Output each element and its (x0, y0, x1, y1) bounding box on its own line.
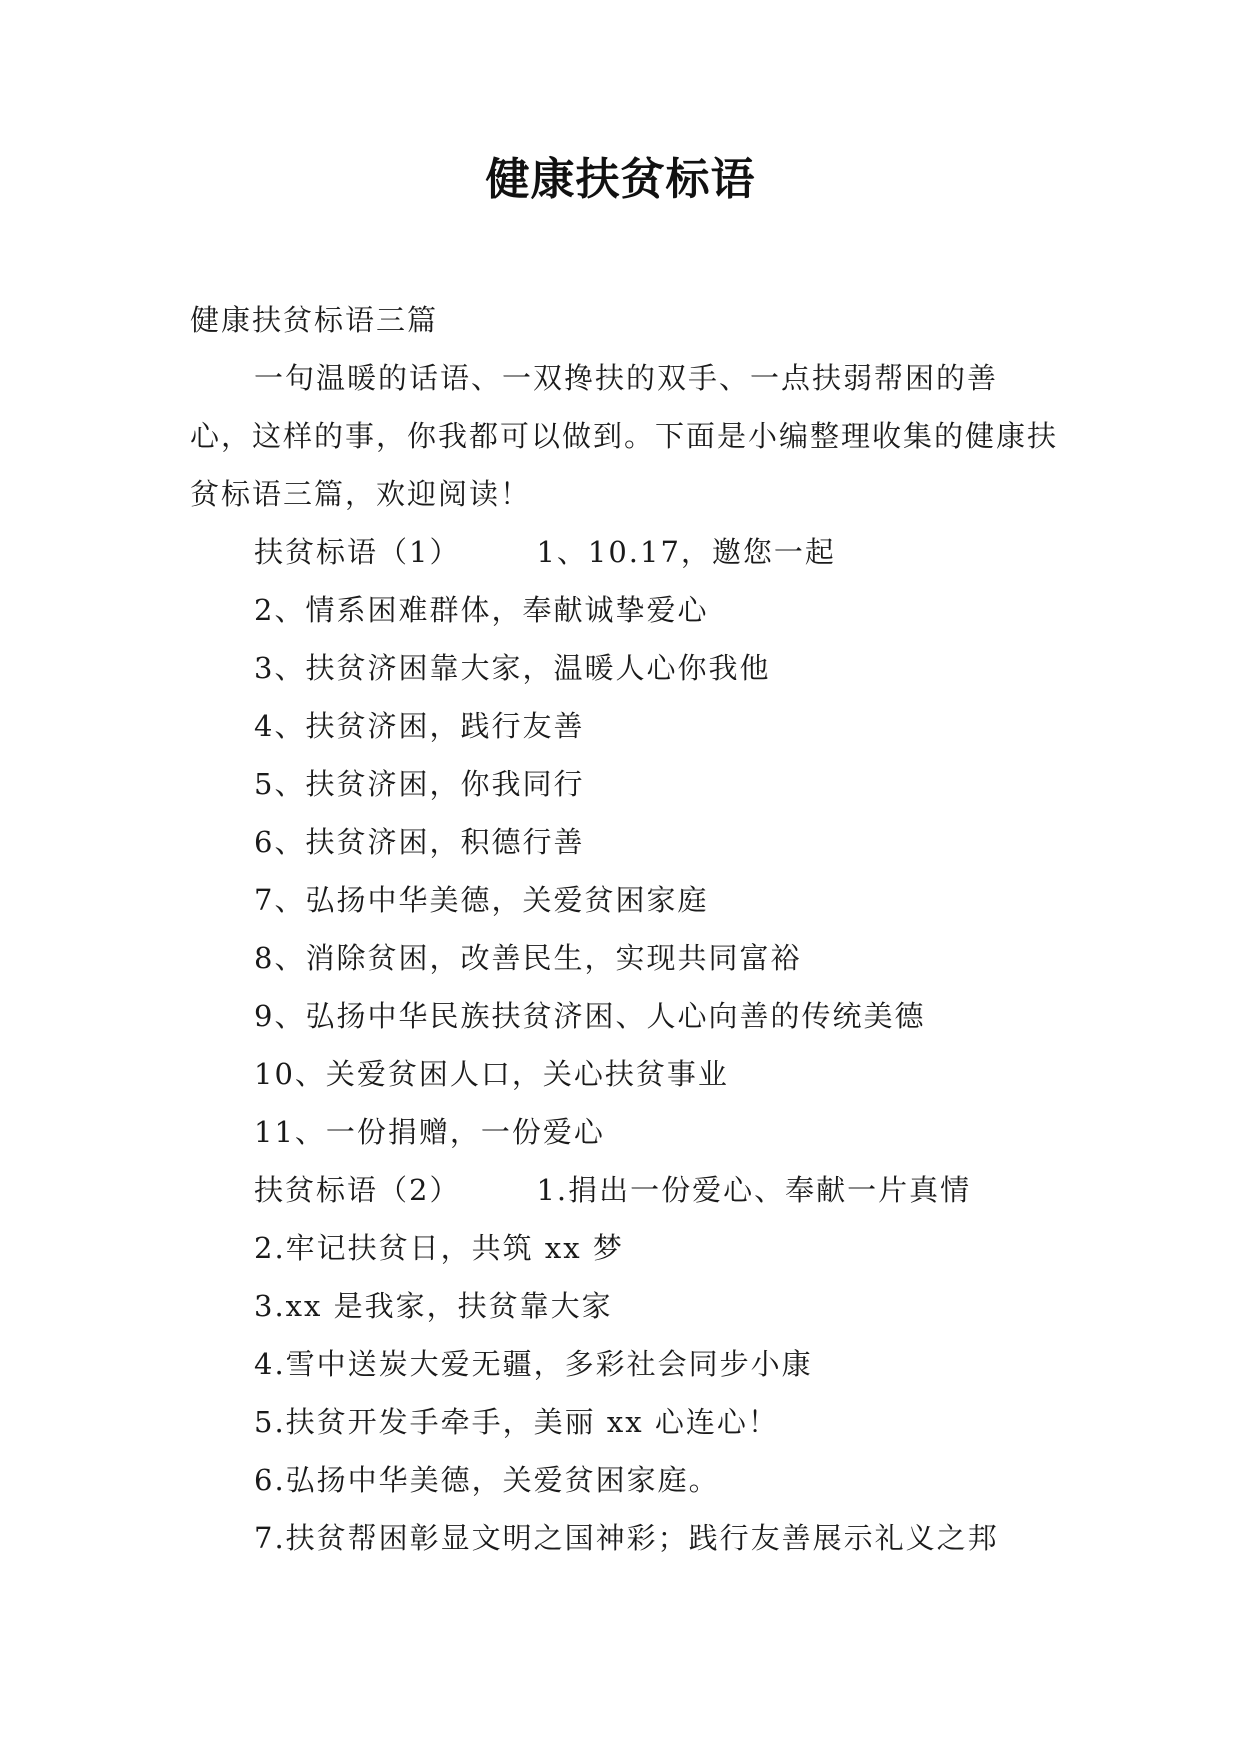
slogan-item: 2.牢记扶贫日，共筑 xx 梦 (254, 1231, 624, 1265)
slogan-item: 9、弘扬中华民族扶贫济困、人心向善的传统美德 (254, 999, 926, 1033)
slogan-item: 8、消除贫困，改善民生，实现共同富裕 (254, 941, 802, 975)
slogan-item: 11、一份捐赠，一份爱心 (254, 1115, 605, 1149)
slogan-item: 5、扶贫济困，你我同行 (254, 767, 585, 801)
document-body (190, 291, 1058, 1567)
slogan-item: 4、扶贫济困，践行友善 (254, 709, 585, 743)
slogan-item: 10、关爱贫困人口，关心扶贫事业 (254, 1057, 729, 1091)
section-2-heading: 扶贫标语（2） (254, 1173, 461, 1207)
document-title: 健康扶贫标语 (485, 154, 756, 205)
intro-paragraph: 一句温暖的话语、一双搀扶的双手、一点扶弱帮困的善心，这样的事，你我都可以做到。下面是小编整理收集的健康扶贫标语三篇，欢迎阅读！ (190, 361, 1059, 511)
slogan-item: 6.弘扬中华美德，关爱贫困家庭。 (254, 1463, 720, 1497)
section-2-first-item: 1.捐出一份爱心、奉献一片真情 (536, 1173, 972, 1207)
slogan-item: 3、扶贫济困靠大家，温暖人心你我他 (254, 651, 771, 685)
section-1-heading-line (190, 523, 1058, 581)
document-subtitle: 健康扶贫标语三篇 (190, 303, 439, 337)
slogan-item: 2、情系困难群体，奉献诚挚爱心 (254, 593, 709, 627)
slogan-item: 6、扶贫济困，积德行善 (254, 825, 585, 859)
slogan-item: 7.扶贫帮困彰显文明之国神彩；践行友善展示礼义之邦 (254, 1521, 999, 1555)
section-1-heading: 扶贫标语（1） (254, 535, 461, 569)
slogan-item: 4.雪中送炭大爱无疆，多彩社会同步小康 (254, 1347, 813, 1381)
slogan-item: 7、弘扬中华美德，关爱贫困家庭 (254, 883, 709, 917)
section-1-first-item: 1、10.17，邀您一起 (536, 535, 836, 569)
slogan-item: 3.xx 是我家，扶贫靠大家 (254, 1289, 613, 1323)
section-2-heading-line (190, 1161, 1058, 1219)
slogan-item: 5.扶贫开发手牵手，美丽 xx 心连心！ (254, 1405, 779, 1439)
